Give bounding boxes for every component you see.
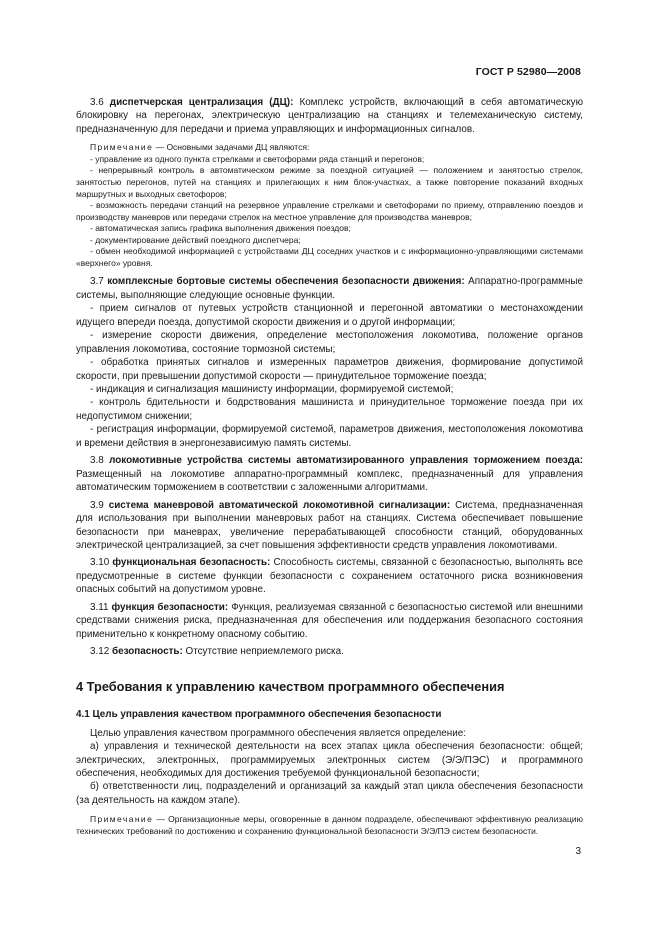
note-line: - автоматическая запись графика выполнения движения поездов; [90, 223, 351, 234]
term-definition: Способность системы, связанной с безопасностью, выполнять все предусмотренные в системе функции безопасности с сохранением остаточного риска возникновения опасных событий на допустимом уровне. [76, 557, 583, 596]
item-number: 3.12 [90, 646, 110, 658]
note-label: Примечание [90, 814, 154, 825]
function-line: - прием сигналов от путевых устройств станционной и перегонной автоматики о местонахождении идущего впереди поезда, допустимой скорости движения и о другой информации; [76, 303, 583, 328]
term-3-7 [76, 275, 583, 302]
term-definition: Аппаратно-программные системы, выполняющие следующие основные функции. [76, 276, 583, 301]
note-line: - обмен необходимой информацией с устройствами ДЦ соседних участков и с информационно-управляющими системами «верхнего» уровня. [76, 246, 583, 268]
item-number: 3.10 [90, 557, 110, 569]
list-item-a: а) управления и технической деятельности на всех этапах цикла обеспечения безопасности: общей; электрических, электронных, программируемых электронных систем (Э/Э/ПЭС) и программного обеспечения, необходимых для достижения требуемой функциональной безопасности; [76, 741, 583, 779]
term-title: диспетчерская централизация (ДЦ): [109, 97, 294, 108]
item-number: 3.8 [90, 455, 104, 467]
term-title: комплексные бортовые системы обеспечения безопасности движения: [107, 276, 465, 288]
item-number: 3.9 [90, 499, 104, 511]
section-intro: Целью управления качеством программного обеспечения является определение: [90, 727, 467, 739]
term-title: функция безопасности: [111, 601, 229, 613]
section-note [76, 814, 583, 837]
note-intro [76, 142, 583, 154]
term-definition: Функция, реализуемая связанной с безопасностью системой или внешними средствами снижения риска, предназначенная для обеспечения или поддержания безопасного состояния применительно к конкретному опасному событию. [76, 601, 583, 640]
term-definition: Система, предназначенная для использования при выполнении маневровых работ на станциях. Система обеспечивает повышение безопасности при маневрах, увеличение перерабатывающей способности станций, оборудованных электрической централизацией, за счет повышения эффективности средств управления локомотивами. [76, 499, 584, 551]
term-3-9 [76, 499, 583, 553]
list-item-b: б) ответственности лиц, подразделений и организаций за каждый этап цикла обеспечения безопасности (за деятельность на каждом этапе). [76, 781, 583, 806]
term-definition: Размещенный на локомотиве аппаратно-программный комплекс, предназначенный для управления автоматическим торможением в соответствии с заложенными алгоритмами. [76, 468, 583, 494]
subsection-heading: 4.1 Цель управления качеством программного обеспечения безопасности [76, 708, 442, 720]
page-number: 3 [575, 846, 581, 857]
note-3-6 [76, 142, 583, 269]
term-definition: Отсутствие неприемлемого риска. [185, 646, 344, 658]
item-number: 3.6 [90, 97, 104, 108]
page-content [76, 96, 583, 837]
term-3-10 [76, 556, 583, 596]
function-line: - регистрация информации, формируемой системой, параметров движения, местоположения локомотива и времени действия в энергонезависимую память системы. [76, 424, 583, 449]
term-title: система маневровой автоматической локомотивной сигнализации: [108, 499, 451, 511]
term-3-12 [76, 645, 583, 658]
function-line: - индикация и сигнализация машинисту информации, формируемой системой; [90, 384, 454, 395]
term-title: функциональная безопасность: [112, 557, 271, 569]
note-line: - документирование действий поездного диспетчера; [90, 234, 301, 245]
section-heading: 4 Требования к управлению качеством программного обеспечения [76, 678, 505, 694]
function-line: - обработка принятых сигналов и измеренных параметров движения, формирование допустимой скорости, при превышении допустимой скорости — принудительное торможение поезда; [76, 357, 583, 382]
item-number: 3.7 [90, 276, 104, 288]
term-title: безопасность: [111, 646, 183, 658]
term-definition: Комплекс устройств, включающий в себя автоматическую блокировку на перегонах, электрическую централизацию на станциях и телемеханическую систему, предназначенную для передачи и приема управляющих и информационных сигналов. [76, 97, 584, 135]
note-intro-text: — Основными задачами ДЦ являются: [155, 142, 310, 153]
function-line: - измерение скорости движения, определение местоположения локомотива, положение органов управления локомотива, состояние тормозной системы; [76, 330, 583, 355]
standard-number: ГОСТ Р 52980—2008 [475, 66, 581, 78]
note-line: - управление из одного пункта стрелками и светофорами ряда станций и перегонов; [90, 153, 425, 164]
note-line: - непрерывный контроль в автоматическом режиме за поездной ситуацией — положением и занятостью стрелок, занятостью перегонов, путей на станциях и прилегающих к ним блок-участках, а также повторение показаний входных маршрутных и выходных светофоров; [76, 165, 583, 199]
term-3-11 [76, 601, 583, 641]
term-3-6 [76, 96, 583, 136]
term-3-8 [76, 454, 583, 494]
function-line: - контроль бдительности и бодрствования машиниста и принудительное торможение поезда при их недопустимом снижении; [76, 397, 583, 422]
item-number: 3.11 [90, 601, 109, 613]
note-text: — Организационные меры, оговоренные в данном подразделе, обеспечивают эффективную реализацию технических требований по достижению и сохранению функциональной безопасности Э/Э/ПЭ систем безопасности. [76, 814, 583, 836]
note-label: Примечание [90, 142, 154, 153]
note-line: - возможность передачи станций на резервное управление стрелками и светофорами по приему, отправлению поездов и производству маневров или передачи стрелок на местное управление для производства маневров; [76, 200, 583, 222]
term-title: локомотивные устройства системы автоматизированного управления торможением поезда: [109, 455, 584, 467]
